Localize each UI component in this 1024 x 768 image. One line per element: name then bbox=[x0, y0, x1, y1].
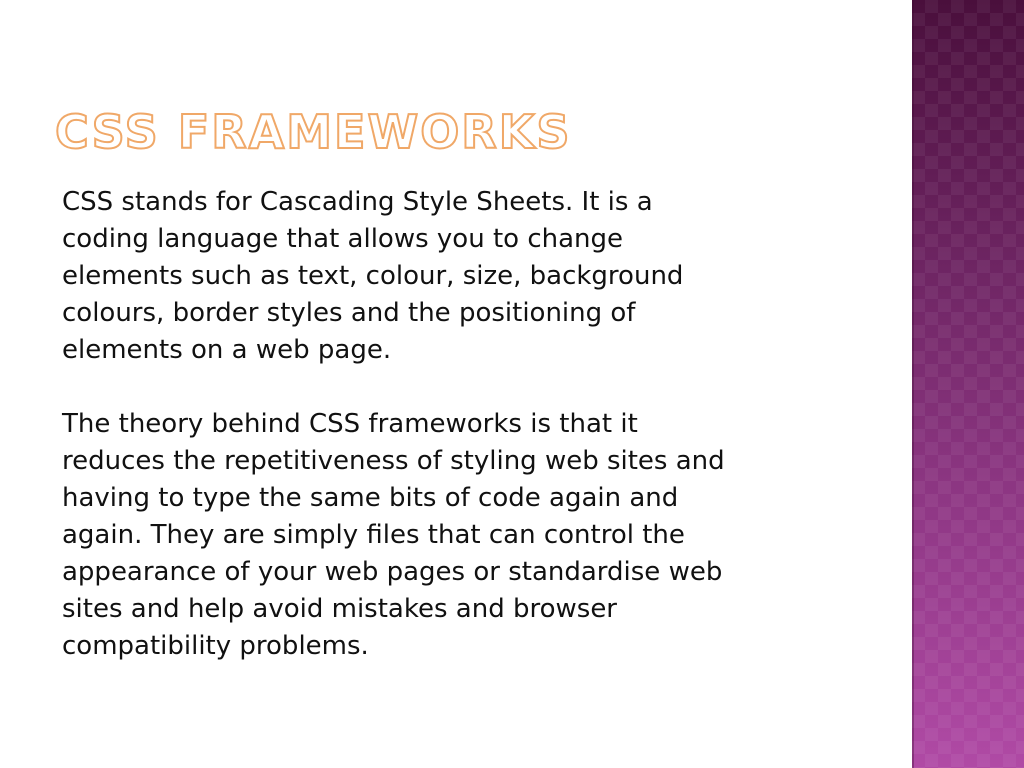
side-band-edge bbox=[912, 0, 914, 768]
paragraph-framework-theory: The theory behind CSS frameworks is that it reduces the repetitiveness of styling web sites and having to type the same bits of code again and again. They are simply files that can control the appearance of your web pages or standardise web sites and help avoid mistakes and browser compatibility problems. bbox=[62, 409, 725, 661]
decorative-side-band bbox=[912, 0, 1024, 768]
slide-body bbox=[62, 184, 862, 665]
paragraph-css-definition: CSS stands for Cascading Style Sheets. It is a coding language that allows you to change elements such as text, colour, size, background colours, border styles and the positioning of elements on a web page. bbox=[62, 187, 684, 365]
slide-title: CSS FRAMEWORKS bbox=[55, 105, 572, 159]
